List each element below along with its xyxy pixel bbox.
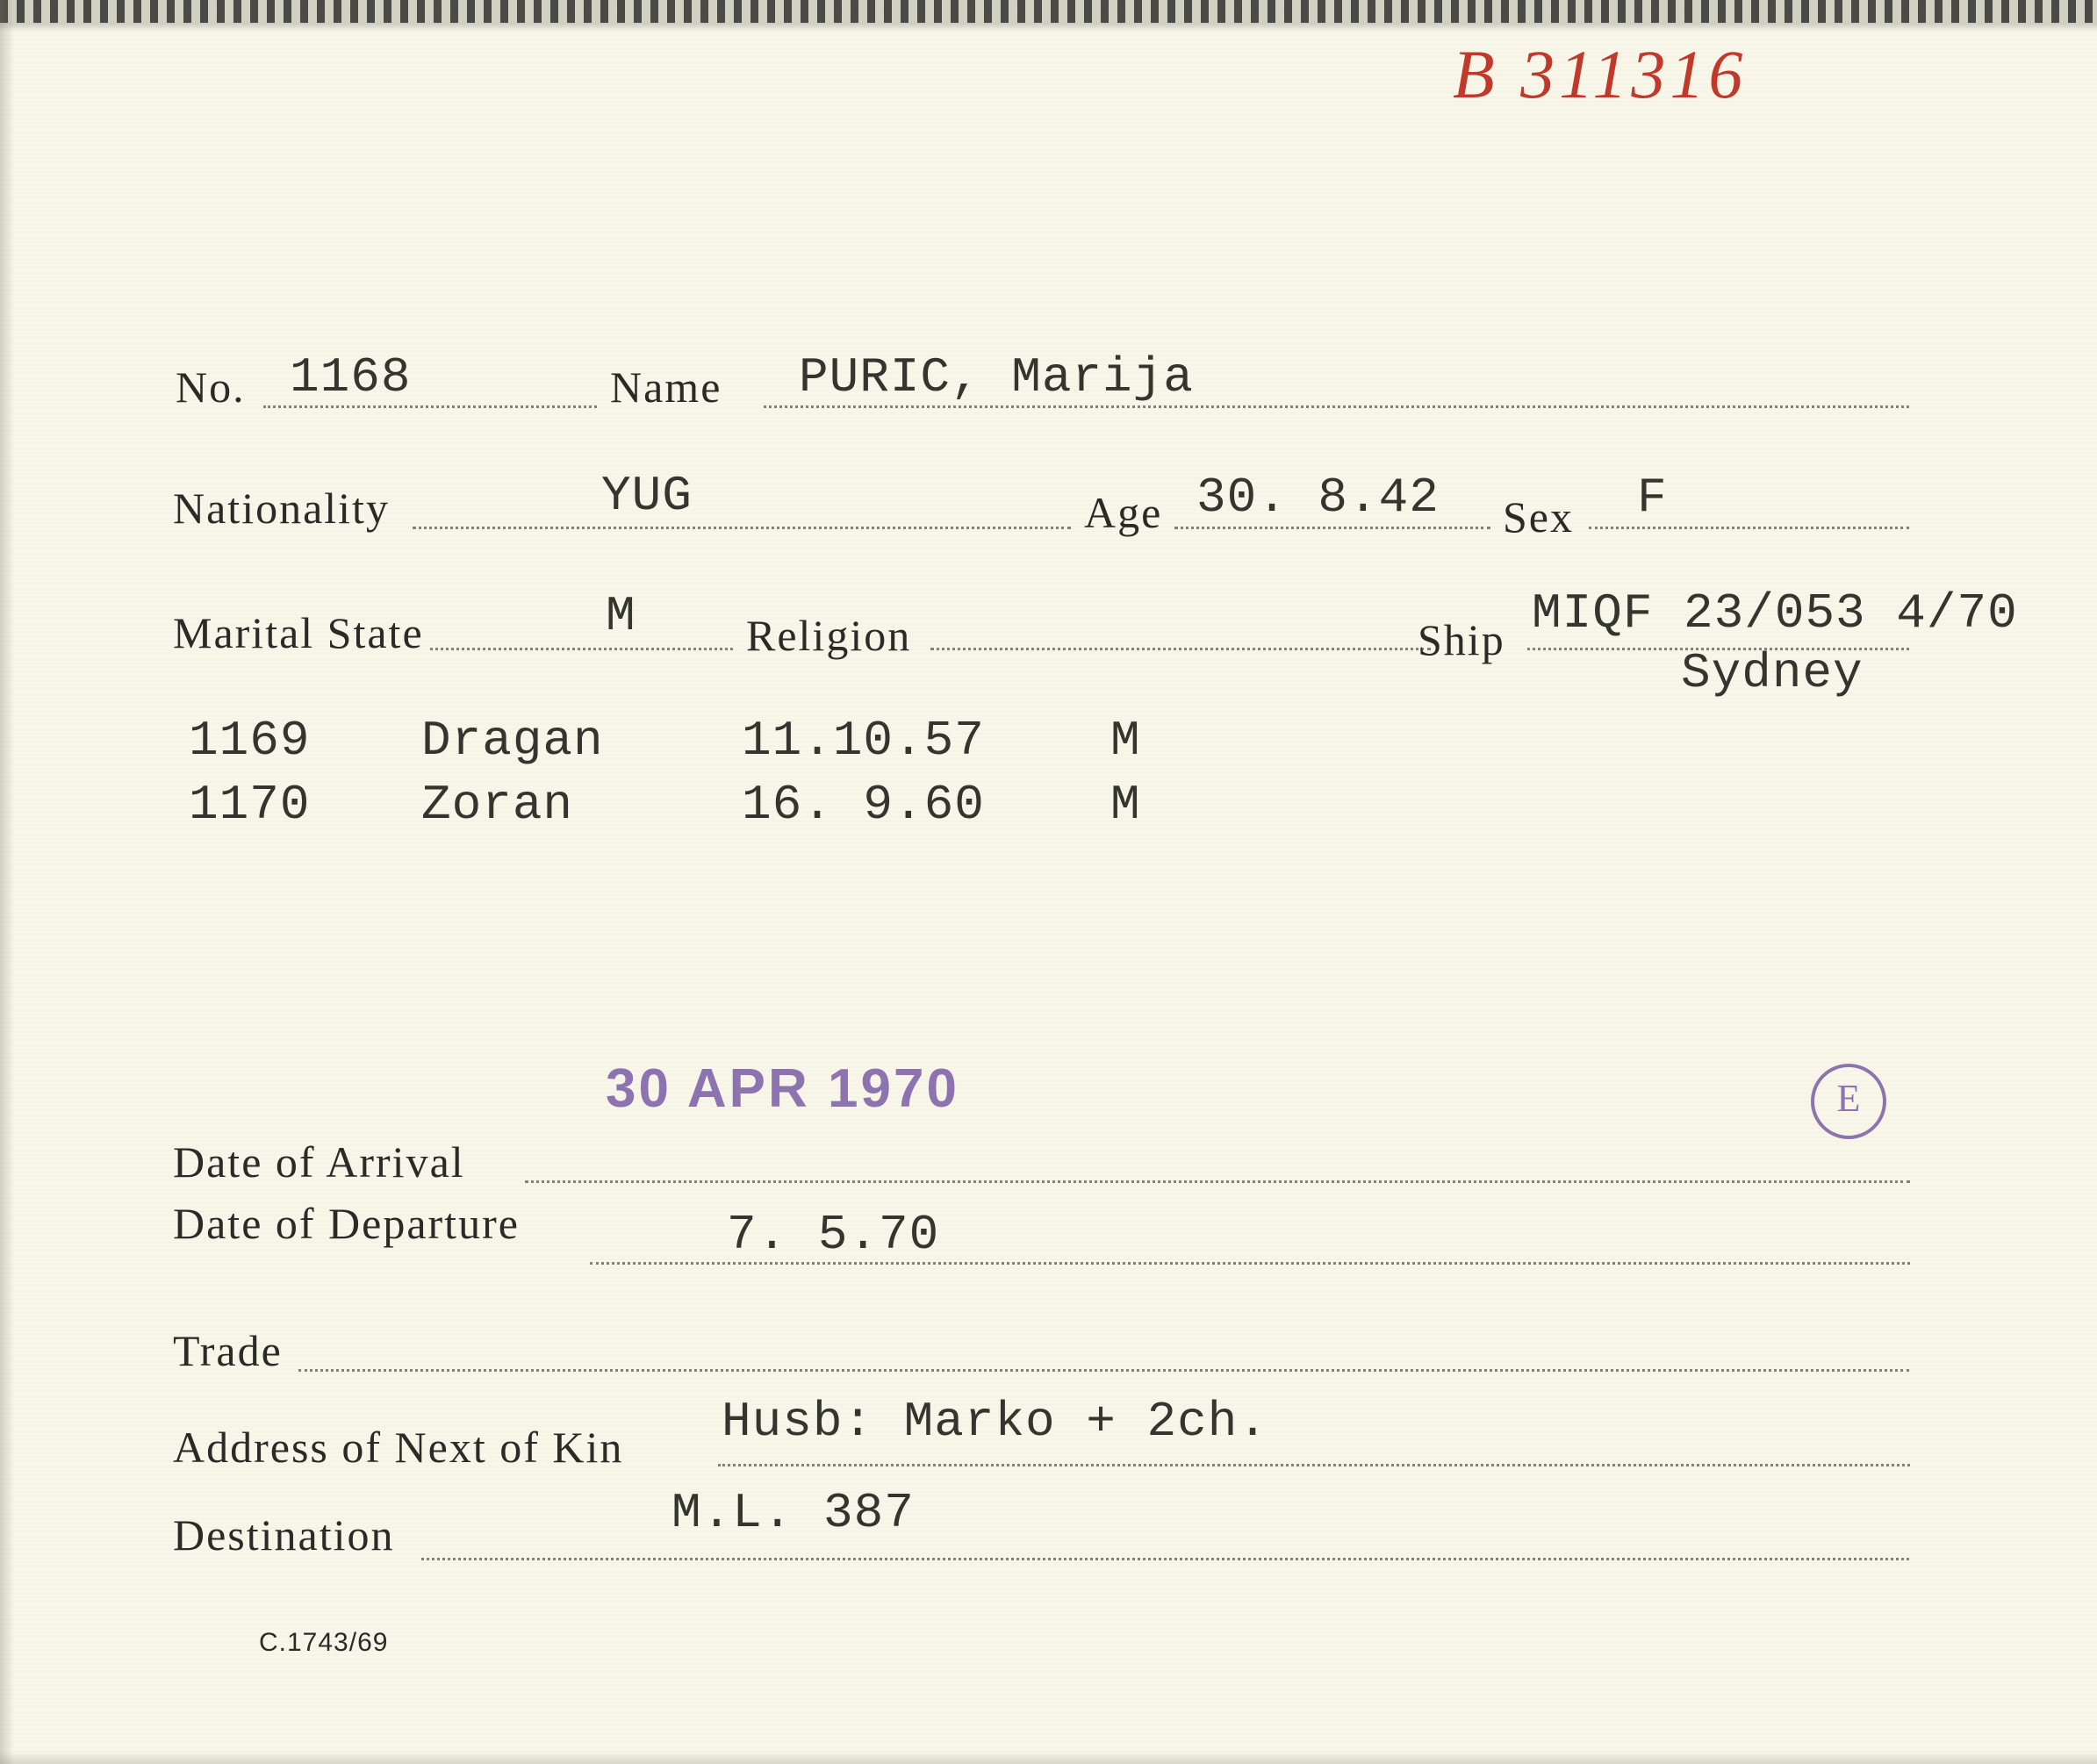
label-sex: Sex <box>1503 492 1574 541</box>
dependant-dob: 11.10.57 <box>742 713 985 769</box>
dependant-no: 1170 <box>189 777 311 833</box>
card-left-edge-shading <box>0 0 14 1764</box>
dotline-marital-state <box>430 648 733 650</box>
dotline-destination <box>421 1558 1909 1560</box>
label-ship: Ship <box>1418 615 1505 664</box>
dependant-name: Dragan <box>421 713 604 769</box>
label-destination: Destination <box>173 1510 395 1560</box>
value-no: 1168 <box>290 349 412 405</box>
value-ship: MIQF 23/053 4/70 <box>1532 585 2018 642</box>
dotline-age <box>1174 527 1490 529</box>
dotline-date-of-arrival <box>525 1180 1910 1183</box>
label-date-of-departure: Date of Departure <box>173 1199 520 1248</box>
value-destination: M.L. 387 <box>671 1485 915 1541</box>
dependant-sex: M <box>1110 777 1141 833</box>
dotline-next-of-kin <box>718 1464 1910 1466</box>
dotline-nationality <box>413 527 1071 529</box>
arrival-date-stamp: 30 APR 1970 <box>606 1058 959 1119</box>
dotline-name <box>764 405 1909 408</box>
label-no: No. <box>176 362 246 412</box>
value-next-of-kin: Husb: Marko + 2ch. <box>722 1394 1268 1450</box>
label-name: Name <box>610 362 722 412</box>
value-age: 30. 8.42 <box>1196 470 1440 526</box>
reference-number: B 311316 <box>1453 36 1748 112</box>
value-name: PURIC, Marija <box>799 349 1194 405</box>
label-religion: Religion <box>746 611 912 660</box>
value-marital-state: M <box>606 588 636 644</box>
ghost-mark-secondary <box>1211 263 1231 297</box>
dotline-sex <box>1589 527 1909 529</box>
value-nationality: YUG <box>601 468 693 524</box>
label-age: Age <box>1084 488 1163 537</box>
label-marital-state: Marital State <box>173 608 424 657</box>
dotline-date-of-departure <box>590 1262 1910 1265</box>
dependant-no: 1169 <box>189 713 311 769</box>
label-next-of-kin: Address of Next of Kin <box>173 1423 624 1472</box>
label-trade: Trade <box>173 1326 283 1375</box>
dependant-sex: M <box>1110 713 1141 769</box>
dotline-religion <box>930 648 1431 650</box>
card-bottom-edge-shading <box>0 1752 2097 1764</box>
form-code: C.1743/69 <box>259 1628 389 1657</box>
card-top-perforated-edge <box>0 0 2097 23</box>
value-ship-port: Sydney <box>1681 645 1864 701</box>
label-nationality: Nationality <box>173 484 390 533</box>
ghost-mark-top <box>650 145 676 190</box>
dotline-trade <box>298 1369 1909 1372</box>
label-date-of-arrival: Date of Arrival <box>173 1137 465 1187</box>
card-top-edge-shadow <box>0 23 2097 32</box>
value-date-of-departure: 7. 5.70 <box>727 1207 940 1263</box>
dependant-name: Zoran <box>421 777 574 833</box>
dependant-dob: 16. 9.60 <box>742 777 985 833</box>
classification-stamp-e: E <box>1811 1064 1886 1139</box>
dotline-no <box>263 405 597 408</box>
value-sex: F <box>1637 470 1668 526</box>
